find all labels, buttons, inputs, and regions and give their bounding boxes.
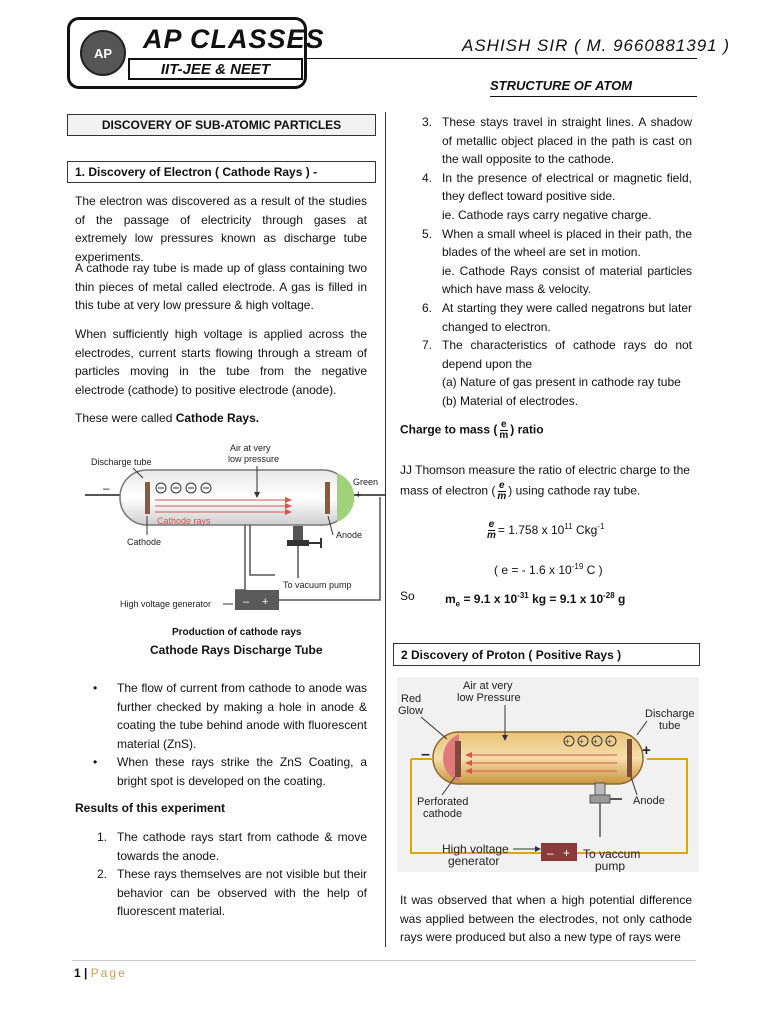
proton-vacuum-label-2: pump [595,859,626,872]
property-number: 3. [422,115,433,129]
em-fraction [487,520,496,541]
section-title-box [67,114,376,136]
property-item [400,225,692,299]
property-item [400,336,692,410]
property-number: 6. [422,300,433,315]
result-number: 2. [97,867,108,882]
header-rule [307,58,697,59]
dependency-b: (b) Material of electrodes. [442,393,579,408]
jj-fraction [497,481,506,502]
ctm-lead: Charge to mass ( [400,422,498,437]
logo-emblem [80,30,126,76]
page-footer [74,966,127,980]
logo-mark: AP [93,45,113,61]
positive-ray-arrows [465,752,617,774]
tube-plus: + [355,489,362,501]
property-number: 5. [422,226,433,241]
property-text: The characteristics of cathode rays do not depend upon the [442,338,692,371]
proton-discharge-label-2: tube [659,720,681,732]
em-exponent: 11 [564,522,573,531]
electron-mass [445,587,695,614]
diagram-caption-small: Production of cathode rays [172,627,302,638]
cathode-label: Cathode [127,537,162,547]
em-ratio-equation [485,518,705,541]
ctm-denominator: m [499,430,509,441]
em-unit: Ckg [572,523,598,537]
brand-name: AP CLASSES [143,24,325,54]
property-note: ie. Cathode Rays consist of material particles which have mass & velocity. [442,263,692,297]
property-text: When a small wheel is placed in their path, the blades of the wheel are set in motion. [442,226,692,260]
mass-exponent-kg: -31 [517,591,529,600]
hv-minus: – [243,596,250,608]
svg-text:+: + [565,737,570,746]
so-label: So [400,589,415,603]
vacuum-pump-label: To vacuum pump [283,580,352,590]
paragraph-high-voltage: When sufficiently high voltage is applied across the electrodes, current starts flowing through a stream of particles moving in the tube from the negative electrode (cathode) to positive electrode (anode). [75,327,367,397]
hv-generator-label: High voltage generator [120,599,212,609]
paragraph-cathode-rays [75,409,367,428]
property-item [400,113,692,169]
em-denominator: m [487,530,496,542]
result-text: These rays themselves are not visible but their behavior can be observed with the help of fluorescent material. [117,867,367,919]
chapter-title: STRUCTURE OF ATOM [490,78,633,93]
mass-text-b: = 9.1 x 10 [460,592,518,606]
results-list [75,828,367,921]
hv-plus: + [262,596,269,608]
proton-hv-minus: – [547,846,554,860]
cathode-ray-arrows [155,497,292,515]
cathode-ray-properties [400,113,692,411]
vacuum-valve [287,526,321,578]
jj-numerator: e [499,480,505,491]
proton-anode [627,739,632,777]
property-text: These stays travel in straight lines. A shadow of metallic object placed in the path is cast on the wall opposite to the cathode. [442,115,692,167]
jj-thomson-line-2 [400,481,692,502]
mass-symbol: m [445,592,456,606]
column-divider [385,112,386,947]
proton-vacuum-label-1: To vaccum [583,847,641,861]
em-numerator: e [488,519,495,531]
property-note: ie. Cathode rays carry negative charge. [442,207,652,222]
tagline-text: IIT-JEE & NEET [160,60,271,78]
mass-subscript: e [455,599,461,609]
bullet-item: • The flow of current from cathode to anode was further checked by making a hole in anode & coating the tube behind anode with fluorescent material (ZnS). [75,679,367,753]
proton-hv-label-2: generator [448,854,500,868]
jj-text-a: mass of electron ( [400,483,496,498]
perforated-label-1: Perforated [417,796,469,808]
proton-subtitle-box [393,643,700,666]
footer-rule [72,960,696,961]
property-text: At starting they were called negatrons but later changed to electron. [442,300,692,334]
glass-tube [120,470,350,525]
cathode-rays-term: Cathode Rays. [175,411,260,425]
electron-subtitle: 1. Discovery of Electron ( Cathode Rays ) - [75,165,318,179]
red-glow-label-1: Red [401,693,422,705]
tagline [128,58,303,80]
proton-discharge-label-1: Discharge [645,708,695,720]
proton-air-label-2: low Pressure [457,692,521,704]
red-glow-label-2: Glow [398,705,424,717]
tube-minus: – [103,481,110,495]
cathode-plate [145,482,150,514]
air-label-2: low pressure [228,454,280,464]
diagram-caption-large: Cathode Rays Discharge Tube [150,643,323,657]
jj-denominator: m [497,491,507,502]
proton-tube-minus: – [421,746,430,763]
electron-subtitle-box [67,161,376,183]
property-item [400,299,692,336]
property-text: In the presence of electrical or magnetic field, they deflect toward positive side. [442,170,692,204]
proton-air-label-1: Air at very [463,680,513,692]
paragraph-electron-intro: The electron was discovered as a result of the studies of the passage of electricity through gases at extremely low pressures known as discharge tube experiments. [75,194,367,264]
ctm-numerator: e [501,419,507,430]
em-unit-exponent: -1 [597,522,605,531]
discharge-tube-label: Discharge tube [91,457,152,467]
svg-text:+: + [593,737,598,746]
cathode-rays-label: Cathode rays [157,516,211,526]
page-label: Page [90,966,127,980]
result-number: 1. [97,830,108,844]
proton-anode-label: Anode [633,795,665,807]
anode-plate [325,482,330,514]
charge-exponent: -19 [571,562,584,571]
property-number: 7. [422,338,433,353]
proton-tube-plus: + [642,742,651,759]
result-item [75,828,367,865]
proton-hv-plus: + [563,846,571,860]
positive-rays-paragraph: It was observed that when a high potential difference was applied between the electrodes, not only cathode rays were produced but also a new type of rays were [400,893,692,945]
cathode-ray-tube-diagram [85,440,385,625]
air-label-1: Air at very [230,443,271,453]
dependency-a: (a) Nature of gas present in cathode ray tube [442,375,681,390]
mass-text-c: kg = 9.1 x 10 [528,592,604,606]
charge-to-mass-heading [400,420,692,441]
ctm-tail: ) ratio [510,422,544,437]
perforated-label-2: cathode [423,808,463,820]
perforated-cathode [455,741,461,777]
proton-subtitle: 2 Discovery of Proton ( Positive Rays ) [401,647,622,662]
charge-text-b: C ) [583,563,603,577]
paragraph-cathode-tube: A cathode ray tube is made up of glass containing two thin pieces of metal called electrode. A gas is filled in this tube at very low pressure & high voltage. [75,261,367,313]
cathode-rays-lead: These were called [75,411,176,425]
electron-charge-value [494,558,694,580]
anode-label: Anode [336,530,363,540]
results-heading: Results of this experiment [75,801,226,815]
property-item [400,169,692,225]
charge-text-a: ( e = - 1.6 x 10 [494,563,572,577]
section-title: DISCOVERY OF SUB-ATOMIC PARTICLES [101,118,342,132]
svg-text:+: + [579,737,584,746]
property-number: 4. [422,170,433,185]
mass-text-d: g [614,592,626,606]
positive-rays-diagram [397,677,699,872]
hv-generator-box [235,590,279,610]
ctm-fraction [499,420,508,441]
proton-hv-label-1: High voltage [442,842,509,856]
jj-text-b: ) using cathode ray tube. [508,483,641,498]
em-value: = 1.758 x 10 [497,523,565,537]
result-item [75,865,367,921]
svg-text:+: + [607,737,612,746]
chapter-underline [490,96,697,97]
page-number: 1 [74,966,81,980]
page-separator: | [80,966,91,980]
observation-bullets [75,679,367,791]
green-glow [337,473,354,522]
mass-exponent-g: -28 [603,591,615,600]
result-text: The cathode rays start from cathode & move towards the anode. [117,830,367,863]
contact-info: ASHISH SIR ( M. 9660881391 ) [462,36,731,55]
bullet-item: • When these rays strike the ZnS Coating, a bright spot is developed on the coating. [75,753,367,790]
jj-thomson-line-1: JJ Thomson measure the ratio of electric charge to the [400,463,690,477]
green-label: Green [353,477,379,487]
